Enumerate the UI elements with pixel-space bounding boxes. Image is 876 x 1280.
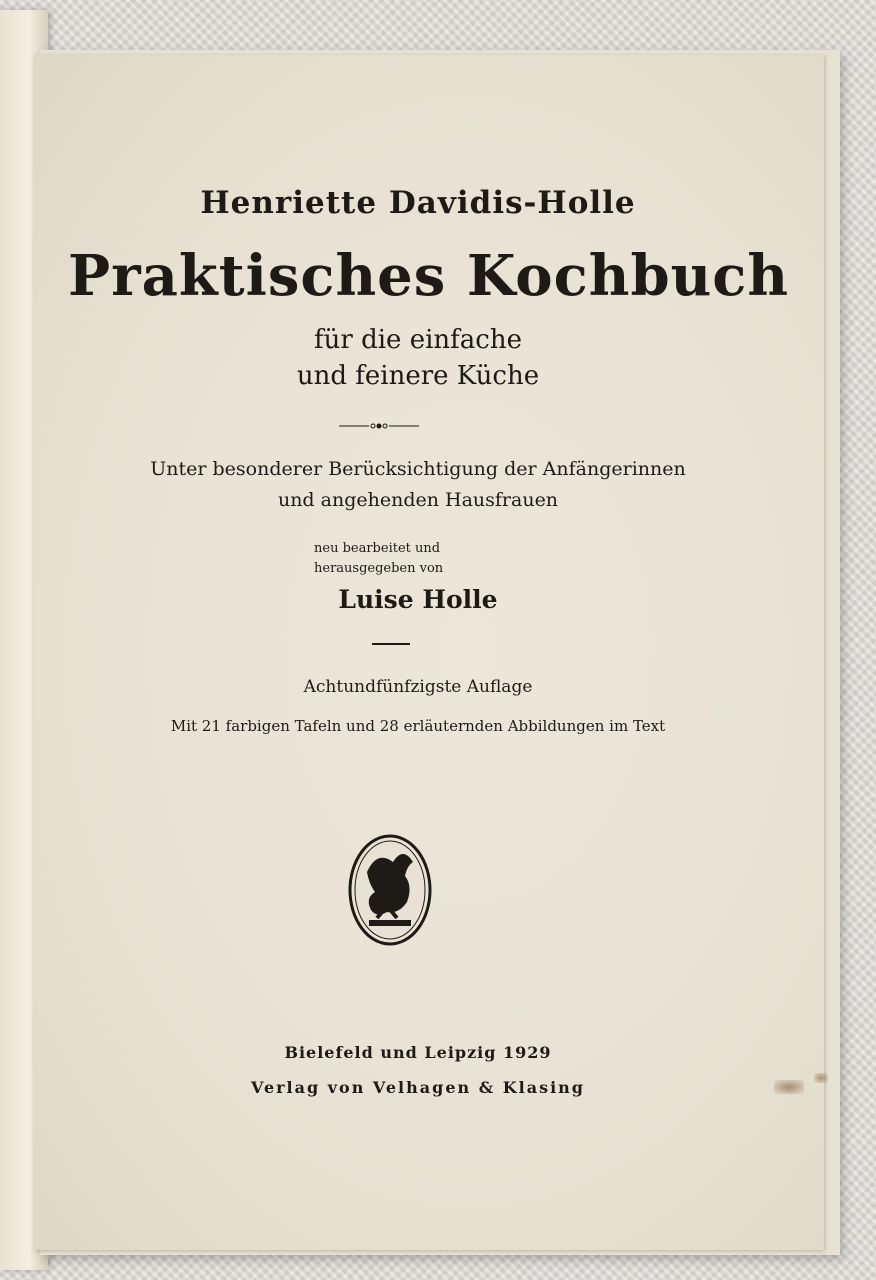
foxing-stain [814,1073,828,1083]
book-title: Praktisches Kochbuch [68,243,790,309]
dedication-line-1: Unter besonderer Berücksichtigung der Anfängerinnen [150,458,686,480]
title-page [34,55,824,1250]
griffin-emblem-icon [347,832,433,948]
editor-name: Luise Holle [338,585,498,614]
edited-by-line-1: neu bearbeitet und [314,541,441,556]
publisher: Verlag von Velhagen & Klasing [251,1078,585,1097]
edited-by-line-2: herausgegeben von [314,561,444,576]
illustrations-statement: Mit 21 farbigen Tafeln und 28 erläuternden Abbildungen im Text [170,717,666,735]
section-rule [372,643,410,645]
dedication-line-2: und angehenden Hausfrauen [277,489,559,511]
edition-statement: Achtundfünfzigste Auflage [303,677,533,697]
place-and-year: Bielefeld und Leipzig 1929 [284,1043,552,1062]
foxing-stain [774,1080,804,1094]
subtitle-line-1: für die einfache [314,325,522,355]
subtitle-line-2: und feinere Küche [296,361,540,391]
ornament-divider-icon [339,421,419,431]
author-name: Henriette Davidis-Holle [200,185,636,221]
